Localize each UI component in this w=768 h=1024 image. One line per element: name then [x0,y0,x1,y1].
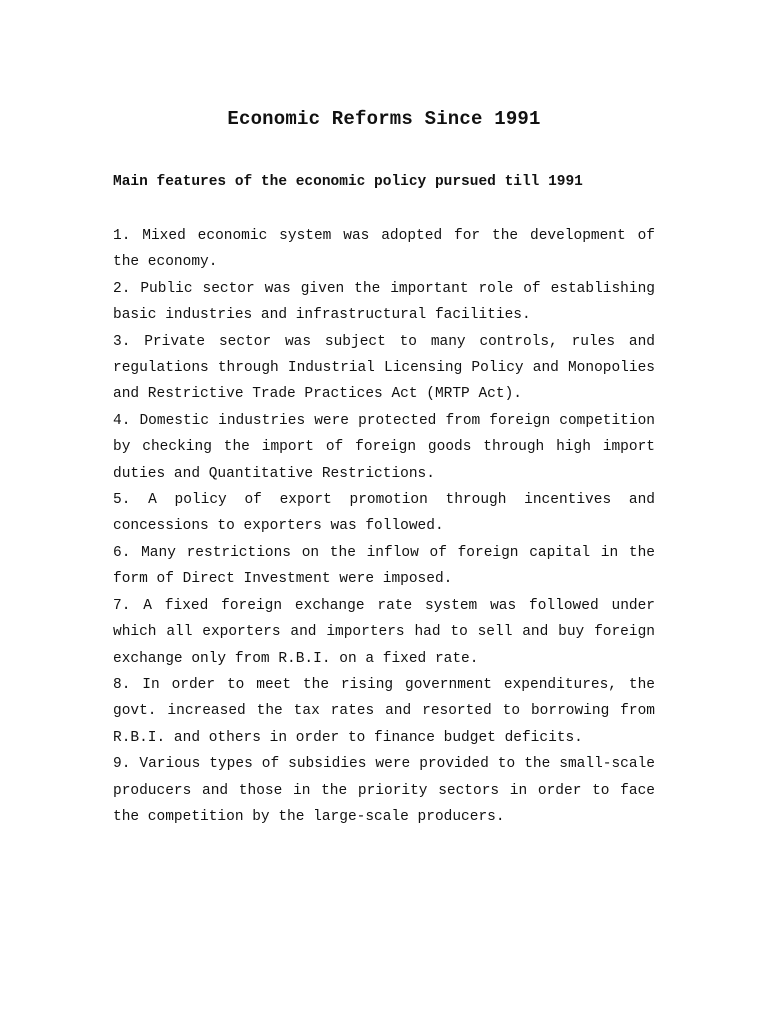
feature-item-9: 9. Various types of subsidies were provided to the small-scale producers and those in the priority sectors in order to face the competition by the large-scale producers. [113,756,655,825]
feature-item-2: 2. Public sector was given the important role of establishing basic industries and infrastructural facilities. [113,280,655,324]
feature-item-4: 4. Domestic industries were protected from foreign competition by checking the import of foreign goods through high import duties and Quantitative Restrictions. [113,412,655,482]
feature-item-1: 1. Mixed economic system was adopted for the development of the economy. [113,228,655,271]
feature-list [113,223,655,830]
document-title: Economic Reforms Since 1991 [227,108,541,130]
section-heading: Main features of the economic policy pursued till 1991 [113,174,583,190]
feature-item-7: 7. A fixed foreign exchange rate system was followed under which all exporters and importers had to sell and buy foreign exchange only from R.B.I. on a fixed rate. [113,597,655,667]
feature-item-5: 5. A policy of export promotion through incentives and concessions to exporters was followed. [113,492,655,535]
feature-item-6: 6. Many restrictions on the inflow of foreign capital in the form of Direct Investment were imposed. [113,544,655,588]
feature-item-3: 3. Private sector was subject to many controls, rules and regulations through Industrial Licensing Policy and Monopolies and Restrictive Trade Practices Act (MRTP Act). [113,333,655,403]
feature-item-8: 8. In order to meet the rising government expenditures, the govt. increased the tax rates and resorted to borrowing from R.B.I. and others in order to finance budget deficits. [113,676,655,746]
